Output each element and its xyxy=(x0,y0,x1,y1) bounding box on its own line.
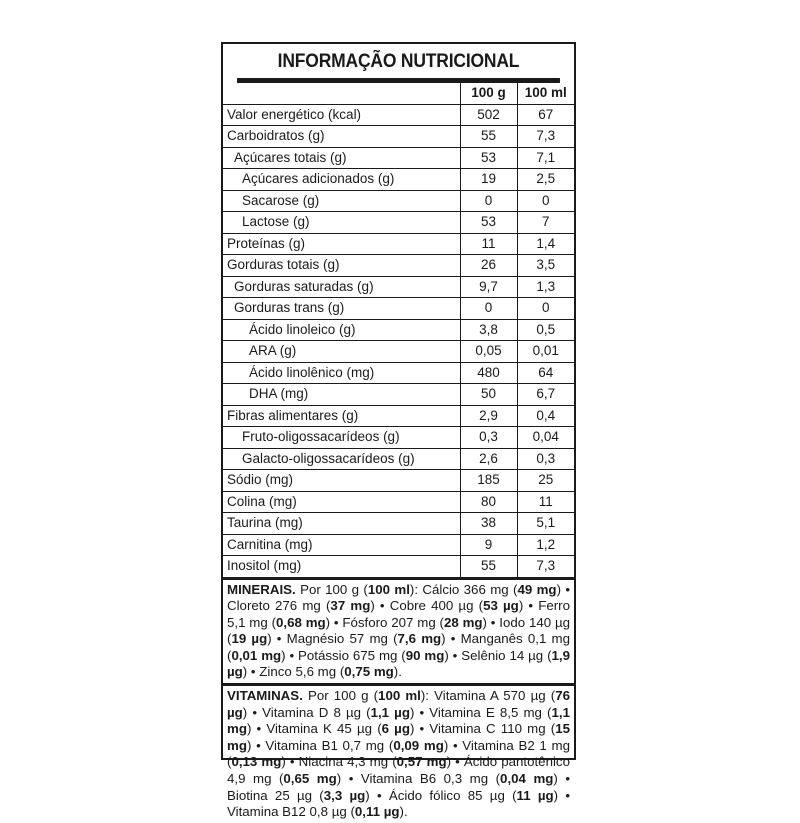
vitamins-bold-text: 0,13 mg xyxy=(231,754,282,770)
nutrient-label: Proteínas (g) xyxy=(223,233,460,255)
header-per-100ml: 100 ml xyxy=(517,83,574,104)
table-row xyxy=(223,491,574,513)
value-per-100ml: 11 xyxy=(517,491,574,513)
minerals-bold-text: 37 mg xyxy=(330,598,371,614)
value-per-100ml: 1,3 xyxy=(517,276,574,298)
minerals-bold-text: 28 mg xyxy=(443,614,483,630)
minerals-bold-text: 0,68 mg xyxy=(276,614,326,630)
table-row xyxy=(223,147,574,169)
table-header-row xyxy=(223,83,574,104)
nutrient-label: Carboidratos (g) xyxy=(223,126,460,148)
nutrient-label: Sódio (mg) xyxy=(223,470,460,492)
vitamins-text: Por 100 g ( xyxy=(302,688,379,704)
value-per-100g: 2,6 xyxy=(460,448,517,470)
value-per-100g: 38 xyxy=(460,513,517,535)
nutrition-table xyxy=(223,83,574,580)
nutrient-label: Taurina (mg) xyxy=(223,513,460,535)
value-per-100g: 53 xyxy=(460,147,517,169)
vitamins-bold-text: 15 mg xyxy=(227,721,570,753)
header-per-100g: 100 g xyxy=(460,83,517,104)
minerals-text: ) • Iodo 140 µg ( xyxy=(227,614,571,647)
vitamins-bold-text: 0,09 mg xyxy=(393,737,444,753)
panel-title: INFORMAÇÃO NUTRICIONAL xyxy=(237,44,560,83)
value-per-100g: 9,7 xyxy=(460,276,517,298)
table-row xyxy=(223,169,574,191)
value-per-100g: 50 xyxy=(460,384,517,406)
nutrient-label: Gorduras totais (g) xyxy=(223,255,460,277)
vitamins-bold-text: VITAMINAS. xyxy=(227,688,303,704)
value-per-100ml: 0,4 xyxy=(517,405,574,427)
vitamins-bold-text: 11 µg xyxy=(516,787,554,803)
nutrient-label: Gorduras trans (g) xyxy=(223,298,460,320)
nutrient-label: Galacto-oligossacarídeos (g) xyxy=(223,448,460,470)
nutrient-label: Açúcares adicionados (g) xyxy=(223,169,460,191)
vitamins-bold-text: 1,1 µg xyxy=(370,704,410,720)
vitamins-bold-text: 0,57 mg xyxy=(396,754,447,770)
minerals-bold-text: MINERAIS. xyxy=(227,581,296,597)
vitamins-bold-text: 3,3 µg xyxy=(323,787,366,803)
minerals-text: ) • Potássio 675 mg ( xyxy=(281,647,406,663)
vitamins-bold-text: 1,1 mg xyxy=(227,704,570,737)
table-row xyxy=(223,212,574,234)
minerals-text: ). xyxy=(393,664,402,680)
value-per-100ml: 0 xyxy=(517,298,574,320)
minerals-bold-text: 49 mg xyxy=(517,581,557,597)
value-per-100ml: 6,7 xyxy=(517,384,574,406)
table-row xyxy=(223,427,574,449)
value-per-100g: 80 xyxy=(460,491,517,513)
table-row xyxy=(223,190,574,212)
vitamins-bold-text: 6 µg xyxy=(381,721,410,737)
table-row xyxy=(223,513,574,535)
table-row xyxy=(223,255,574,277)
nutrient-rows xyxy=(223,104,574,578)
minerals-paragraph xyxy=(223,580,574,687)
value-per-100ml: 67 xyxy=(517,104,574,126)
vitamins-text: ) • Vitamina D 8 µg ( xyxy=(242,704,371,720)
value-per-100g: 55 xyxy=(460,556,517,579)
minerals-text: ): Cálcio 366 mg ( xyxy=(409,581,518,597)
minerals-bold-text: 100 ml xyxy=(367,581,410,597)
minerals-text: ) • Cloreto 276 mg ( xyxy=(227,581,570,614)
nutrient-label: Gorduras saturadas (g) xyxy=(223,276,460,298)
value-per-100ml: 0,04 xyxy=(517,427,574,449)
vitamins-paragraph xyxy=(223,686,574,823)
value-per-100g: 0,05 xyxy=(460,341,517,363)
value-per-100ml: 25 xyxy=(517,470,574,492)
value-per-100g: 19 xyxy=(460,169,517,191)
table-row xyxy=(223,470,574,492)
value-per-100ml: 1,2 xyxy=(517,534,574,556)
nutrient-label: Açúcares totais (g) xyxy=(223,147,460,169)
nutrition-facts-panel xyxy=(221,42,576,820)
table-row xyxy=(223,405,574,427)
nutrient-label: Valor energético (kcal) xyxy=(223,104,460,126)
vitamins-text: ) • Ácido fólico 85 µg ( xyxy=(365,787,517,803)
table-row xyxy=(223,556,574,579)
nutrient-label: ARA (g) xyxy=(223,341,460,363)
value-per-100ml: 0,5 xyxy=(517,319,574,341)
nutrient-label: Carnitina (mg) xyxy=(223,534,460,556)
nutrient-label: Sacarose (g) xyxy=(223,190,460,212)
nutrient-label: Fibras alimentares (g) xyxy=(223,405,460,427)
value-per-100g: 0 xyxy=(460,190,517,212)
header-blank xyxy=(223,83,460,104)
vitamins-text: ) • Vitamina B12 0,8 µg ( xyxy=(227,787,571,820)
vitamins-text: ): Vitamina A 570 µg ( xyxy=(420,688,556,704)
value-per-100ml: 2,5 xyxy=(517,169,574,191)
nutrient-label: Ácido linoleico (g) xyxy=(223,319,460,341)
value-per-100g: 0,3 xyxy=(460,427,517,449)
minerals-bold-text: 19 µg xyxy=(231,631,268,647)
minerals-text: ) • Magnésio 57 mg ( xyxy=(267,631,398,647)
vitamins-bold-text: 0,04 mg xyxy=(500,771,554,787)
minerals-text: Por 100 g ( xyxy=(295,581,368,597)
value-per-100ml: 3,5 xyxy=(517,255,574,277)
value-per-100g: 480 xyxy=(460,362,517,384)
vitamins-text: ) • Vitamina B6 0,3 mg ( xyxy=(336,771,501,787)
minerals-bold-text: 1,9 µg xyxy=(227,647,571,680)
nutrient-label: Ácido linolênico (mg) xyxy=(223,362,460,384)
vitamins-bold-text: 0,11 µg xyxy=(354,804,400,820)
vitamins-text: ) • Vitamina K 45 µg ( xyxy=(246,721,382,737)
vitamins-text: ). xyxy=(399,804,408,820)
value-per-100g: 11 xyxy=(460,233,517,255)
nutrient-label: Lactose (g) xyxy=(223,212,460,234)
table-row xyxy=(223,233,574,255)
value-per-100ml: 7,3 xyxy=(517,126,574,148)
vitamins-text: ) • Niacina 4,3 mg ( xyxy=(281,754,397,770)
vitamins-bold-text: 0,65 mg xyxy=(283,771,337,787)
vitamins-text: ) • Vitamina B1 0,7 mg ( xyxy=(246,737,394,753)
table-row xyxy=(223,319,574,341)
minerals-bold-text: 0,01 mg xyxy=(231,647,282,663)
vitamins-bold-text: 76 µg xyxy=(227,688,570,720)
table-row xyxy=(223,362,574,384)
vitamins-bold-text: 100 ml xyxy=(378,688,421,704)
value-per-100g: 3,8 xyxy=(460,319,517,341)
vitamins-text: ) • Ácido pantotênico 4,9 mg ( xyxy=(227,754,570,787)
value-per-100ml: 0 xyxy=(517,190,574,212)
minerals-text: ) • Fósforo 207 mg ( xyxy=(325,614,444,630)
vitamins-text: ) • Vitamina E 8,5 mg ( xyxy=(409,704,552,720)
nutrient-label: Colina (mg) xyxy=(223,491,460,513)
nutrient-label: Inositol (mg) xyxy=(223,556,460,579)
table-row xyxy=(223,298,574,320)
minerals-bold-text: 0,75 mg xyxy=(344,664,394,680)
value-per-100ml: 7 xyxy=(517,212,574,234)
value-per-100g: 0 xyxy=(460,298,517,320)
table-row xyxy=(223,384,574,406)
value-per-100g: 2,9 xyxy=(460,405,517,427)
minerals-text: ) • Cobre 400 µg ( xyxy=(370,598,484,614)
value-per-100ml: 5,1 xyxy=(517,513,574,535)
value-per-100g: 502 xyxy=(460,104,517,126)
minerals-bold-text: 53 µg xyxy=(483,598,519,614)
table-row xyxy=(223,276,574,298)
table-row xyxy=(223,126,574,148)
table-row xyxy=(223,104,574,126)
table-row xyxy=(223,534,574,556)
value-per-100g: 53 xyxy=(460,212,517,234)
table-row xyxy=(223,448,574,470)
minerals-bold-text: 90 mg xyxy=(405,647,445,663)
nutrient-label: DHA (mg) xyxy=(223,384,460,406)
value-per-100g: 9 xyxy=(460,534,517,556)
value-per-100ml: 64 xyxy=(517,362,574,384)
nutrient-label: Fruto-oligossacarídeos (g) xyxy=(223,427,460,449)
vitamins-text: ) • Vitamina C 110 mg ( xyxy=(409,721,556,737)
value-per-100ml: 1,4 xyxy=(517,233,574,255)
value-per-100g: 55 xyxy=(460,126,517,148)
value-per-100ml: 0,3 xyxy=(517,448,574,470)
value-per-100ml: 7,3 xyxy=(517,556,574,579)
vitamins-text: ) • Vitamina B2 1 mg ( xyxy=(227,737,570,770)
minerals-text: ) • Manganês 0,1 mg ( xyxy=(227,631,570,663)
minerals-text: ) • Ferro 5,1 mg ( xyxy=(227,598,570,630)
minerals-bold-text: 7,6 mg xyxy=(397,631,442,647)
value-per-100g: 26 xyxy=(460,255,517,277)
value-per-100ml: 7,1 xyxy=(517,147,574,169)
value-per-100ml: 0,01 xyxy=(517,341,574,363)
vitamins-text: ) • Biotina 25 µg ( xyxy=(227,771,570,803)
minerals-text: ) • Selênio 14 µg ( xyxy=(444,647,552,663)
value-per-100g: 185 xyxy=(460,470,517,492)
minerals-text: ) • Zinco 5,6 mg ( xyxy=(242,664,345,680)
table-row xyxy=(223,341,574,363)
